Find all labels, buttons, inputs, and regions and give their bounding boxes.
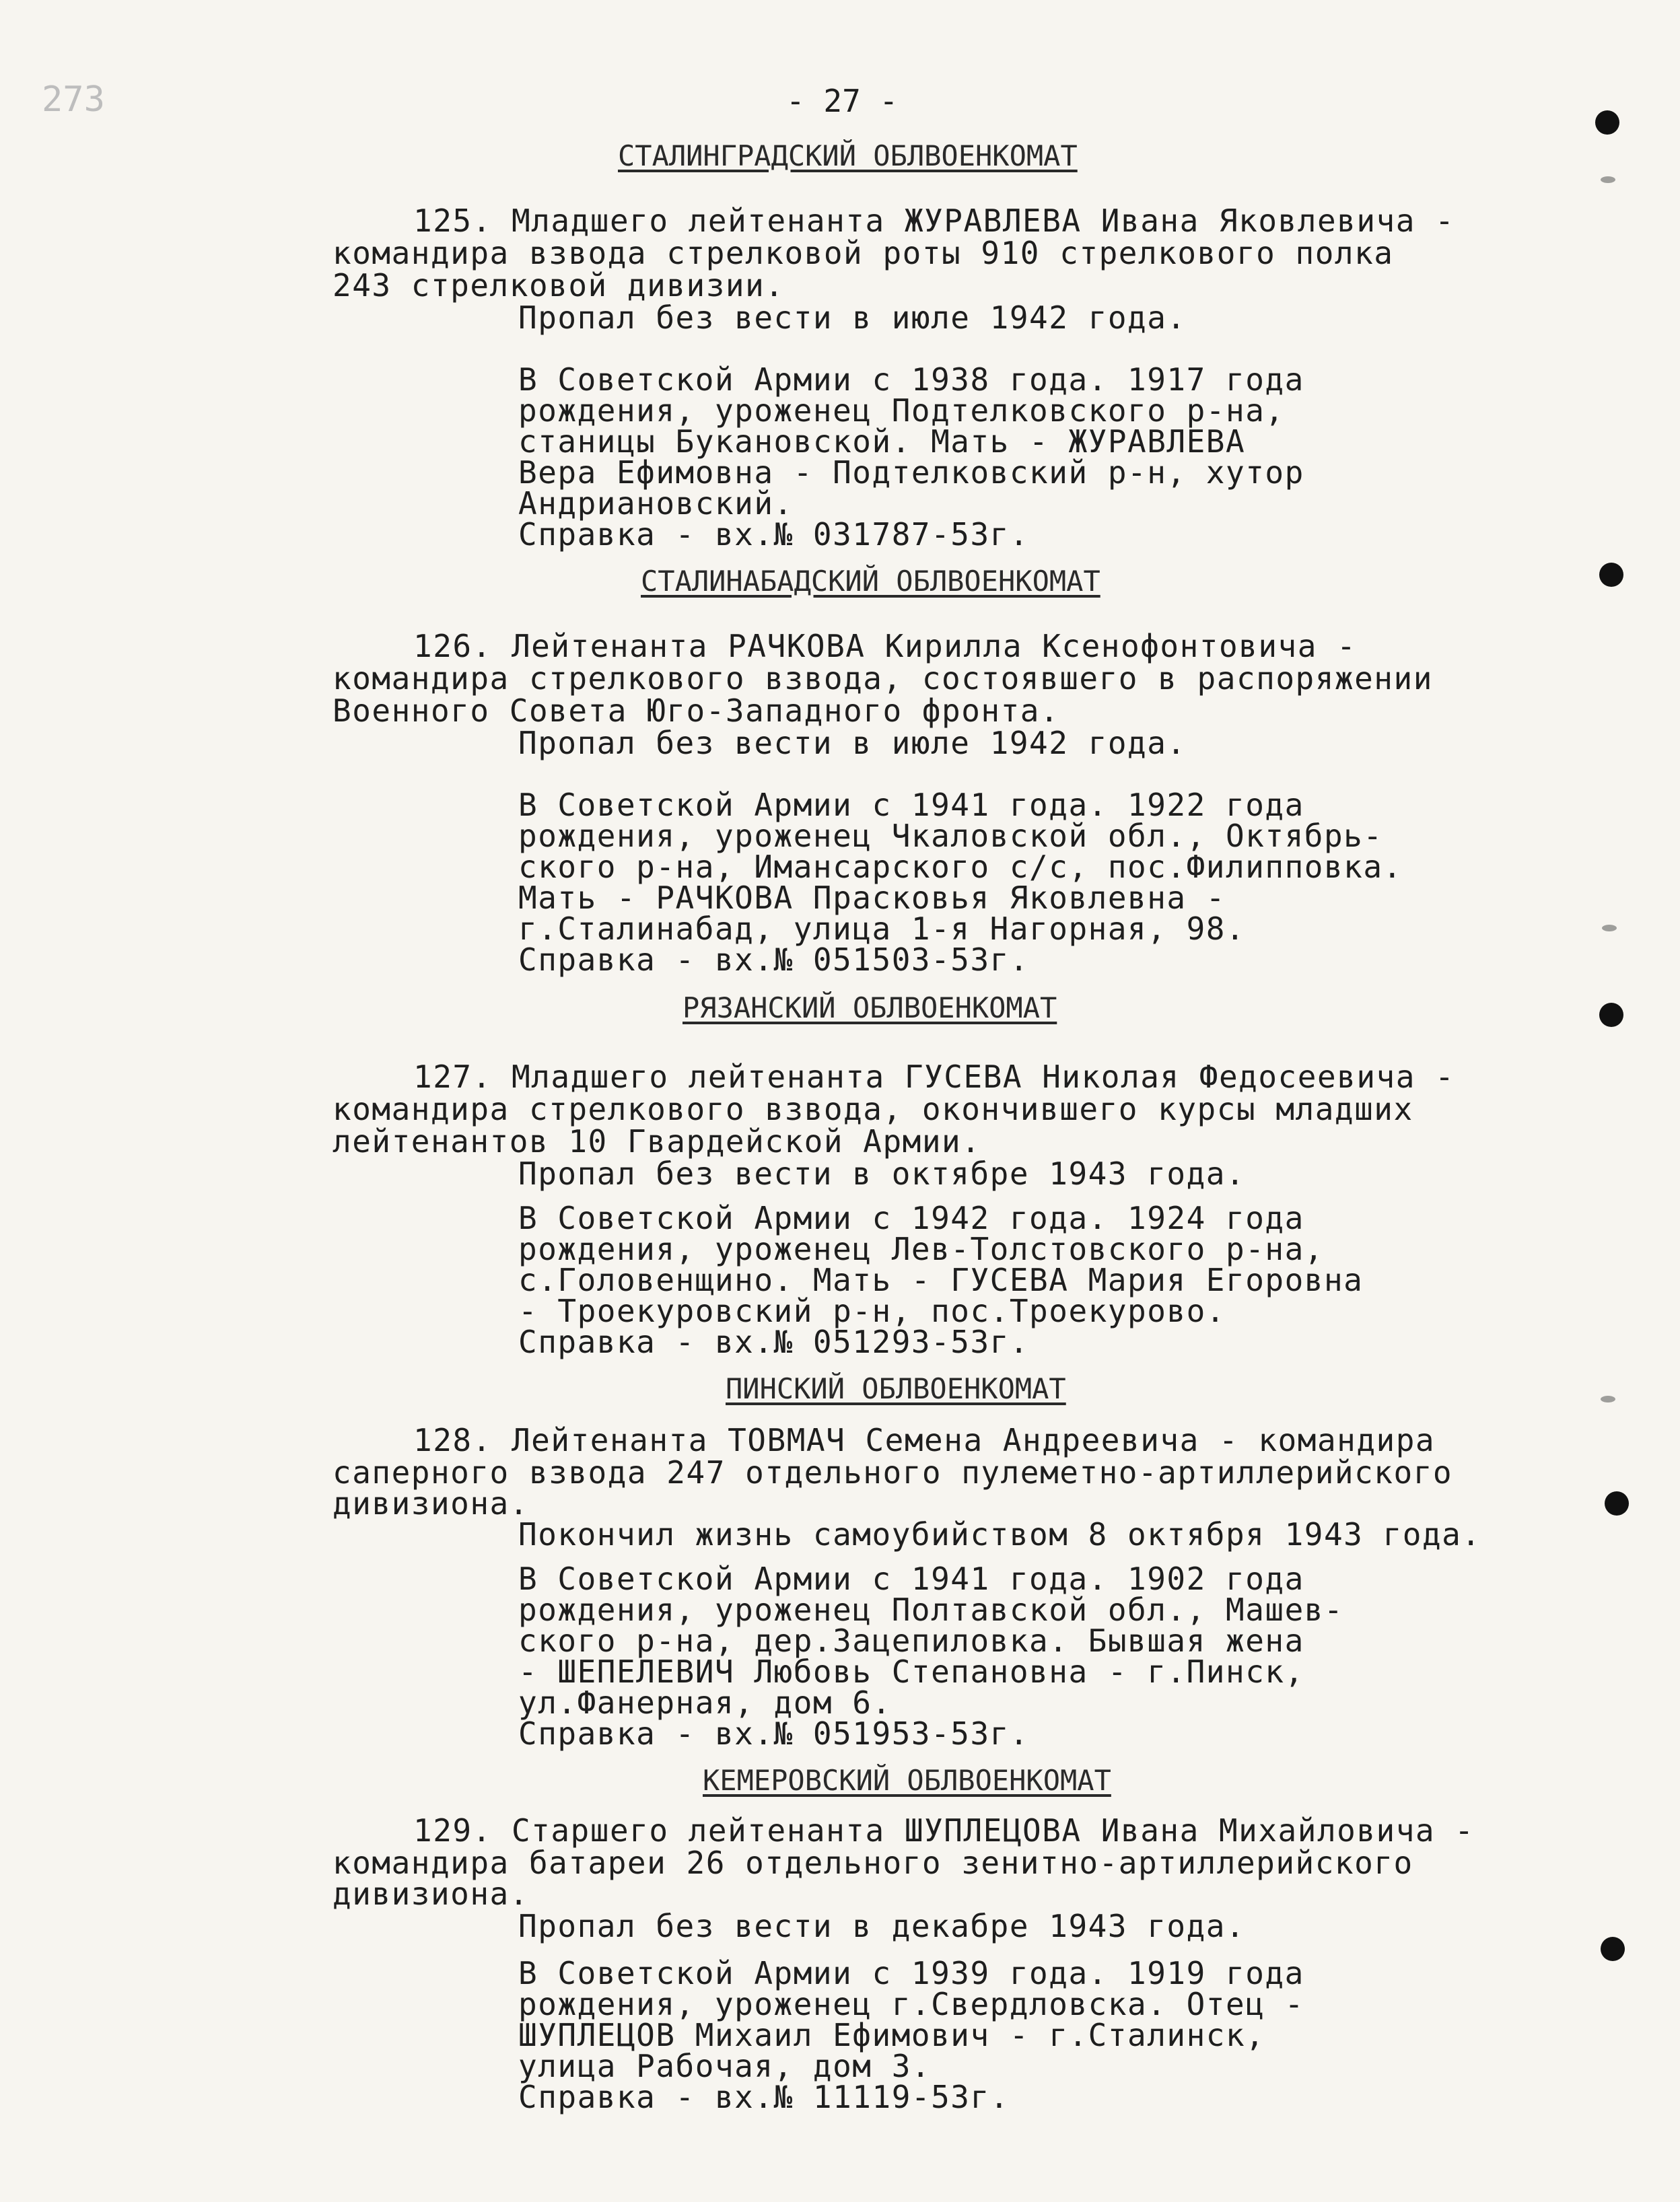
- entry-line: ского р-на, дер.Зацепиловка. Бывшая жена: [518, 1623, 1304, 1659]
- paper-speck: [1601, 1396, 1615, 1402]
- binder-hole: [1599, 563, 1623, 587]
- entry-line: Военного Совета Юго-Западного фронта.: [332, 692, 1060, 729]
- entry-line: 243 стрелковой дивизии.: [332, 267, 785, 304]
- binder-hole: [1599, 1003, 1623, 1027]
- entry-line: Вера Ефимовна - Подтелковский р-н, хутор: [518, 454, 1304, 491]
- entry-line: Пропал без вести в июле 1942 года.: [518, 299, 1187, 336]
- entry-line: командира стрелкового взвода, окончившего курсы младших: [332, 1091, 1413, 1127]
- entry-line: Справка - вх.№ 051293-53г.: [518, 1324, 1030, 1360]
- entry-line: станицы Букановской. Мать - ЖУРАВЛЕВА: [518, 423, 1246, 460]
- entry-line: Мать - РАЧКОВА Прасковья Яковлевна -: [518, 880, 1226, 916]
- binder-hole: [1605, 1491, 1629, 1516]
- entry-line: 125. Младшего лейтенанта ЖУРАВЛЕВА Ивана Яковлевича -: [413, 203, 1455, 239]
- entry-line: 129. Старшего лейтенанта ШУПЛЕЦОВА Ивана Михайловича -: [413, 1812, 1475, 1849]
- entry-line: с.Головенщино. Мать - ГУСЕВА Мария Егоровна: [518, 1262, 1364, 1298]
- entry-line: 126. Лейтенанта РАЧКОВА Кирилла Ксенофонтовича -: [413, 628, 1357, 664]
- entry-line: дивизиона.: [332, 1485, 529, 1522]
- entry-line: рождения, уроженец г.Свердловска. Отец -: [518, 1986, 1304, 2022]
- entry-line: командира взвода стрелковой роты 910 стрелкового полка: [332, 235, 1394, 271]
- entry-line: дивизиона.: [332, 1876, 529, 1912]
- binder-hole: [1595, 110, 1619, 135]
- entry-line: лейтенантов 10 Гвардейской Армии.: [332, 1123, 981, 1160]
- section-heading: КЕМЕРОВСКИЙ ОБЛВОЕНКОМАТ: [703, 1764, 1111, 1797]
- entry-line: Покончил жизнь самоубийством 8 октября 1943 года.: [518, 1516, 1481, 1553]
- entry-line: В Советской Армии с 1942 года. 1924 года: [518, 1200, 1304, 1236]
- entry-line: рождения, уроженец Полтавской обл., Машев-: [518, 1592, 1344, 1628]
- binder-hole: [1601, 1937, 1625, 1961]
- entry-line: ского р-на, Имансарского с/с, пос.Филипповка.: [518, 849, 1403, 885]
- entry-line: командира стрелкового взвода, состоявшего в распоряжении: [332, 660, 1433, 697]
- entry-line: рождения, уроженец Подтелковского р-на,: [518, 392, 1285, 429]
- entry-line: Пропал без вести в октябре 1943 года.: [518, 1156, 1246, 1192]
- section-heading: СТАЛИНАБАДСКИЙ ОБЛВОЕНКОМАТ: [641, 565, 1100, 598]
- entry-line: Справка - вх.№ 031787-53г.: [518, 516, 1030, 553]
- page-number: - 27 -: [786, 83, 899, 119]
- entry-line: рождения, уроженец Лев-Толстовского р-на,: [518, 1231, 1324, 1267]
- entry-line: - ШЕПЕЛЕВИЧ Любовь Степановна - г.Пинск,: [518, 1654, 1304, 1690]
- entry-line: Андриановский.: [518, 485, 794, 522]
- entry-line: Справка - вх.№ 11119-53г.: [518, 2079, 1010, 2115]
- entry-line: - Троекуровский р-н, пос.Троекурово.: [518, 1293, 1226, 1329]
- corner-archive-mark: 273: [42, 79, 105, 120]
- entry-line: Справка - вх.№ 051953-53г.: [518, 1715, 1030, 1752]
- entry-line: ул.Фанерная, дом 6.: [518, 1684, 892, 1721]
- entry-line: В Советской Армии с 1939 года. 1919 года: [518, 1955, 1304, 1991]
- section-heading: СТАЛИНГРАДСКИЙ ОБЛВОЕНКОМАТ: [618, 139, 1078, 172]
- entry-line: улица Рабочая, дом 3.: [518, 2048, 932, 2084]
- section-heading: РЯЗАНСКИЙ ОБЛВОЕНКОМАТ: [682, 991, 1057, 1024]
- entry-line: В Советской Армии с 1941 года. 1922 года: [518, 787, 1304, 823]
- entry-line: В Советской Армии с 1938 года. 1917 года: [518, 361, 1304, 398]
- paper-speck: [1601, 176, 1615, 183]
- entry-line: саперного взвода 247 отдельного пулеметно-артиллерийского: [332, 1454, 1453, 1491]
- paper-speck: [1602, 925, 1617, 931]
- entry-line: В Советской Армии с 1941 года. 1902 года: [518, 1561, 1304, 1597]
- entry-line: рождения, уроженец Чкаловской обл., Октябрь-: [518, 818, 1383, 854]
- entry-line: Справка - вх.№ 051503-53г.: [518, 942, 1030, 978]
- entry-line: 128. Лейтенанта ТОВМАЧ Семена Андреевича - командира: [413, 1422, 1436, 1458]
- entry-line: 127. Младшего лейтенанта ГУСЕВА Николая Федосеевича -: [413, 1059, 1455, 1095]
- entry-line: ШУПЛЕЦОВ Михаил Ефимович - г.Сталинск,: [518, 2017, 1265, 2053]
- section-heading: ПИНСКИЙ ОБЛВОЕНКОМАТ: [726, 1372, 1066, 1405]
- entry-line: Пропал без вести в декабре 1943 года.: [518, 1908, 1246, 1944]
- entry-line: Пропал без вести в июле 1942 года.: [518, 725, 1187, 761]
- entry-line: г.Сталинабад, улица 1-я Нагорная, 98.: [518, 911, 1246, 947]
- entry-line: командира батареи 26 отдельного зенитно-артиллерийского: [332, 1845, 1413, 1881]
